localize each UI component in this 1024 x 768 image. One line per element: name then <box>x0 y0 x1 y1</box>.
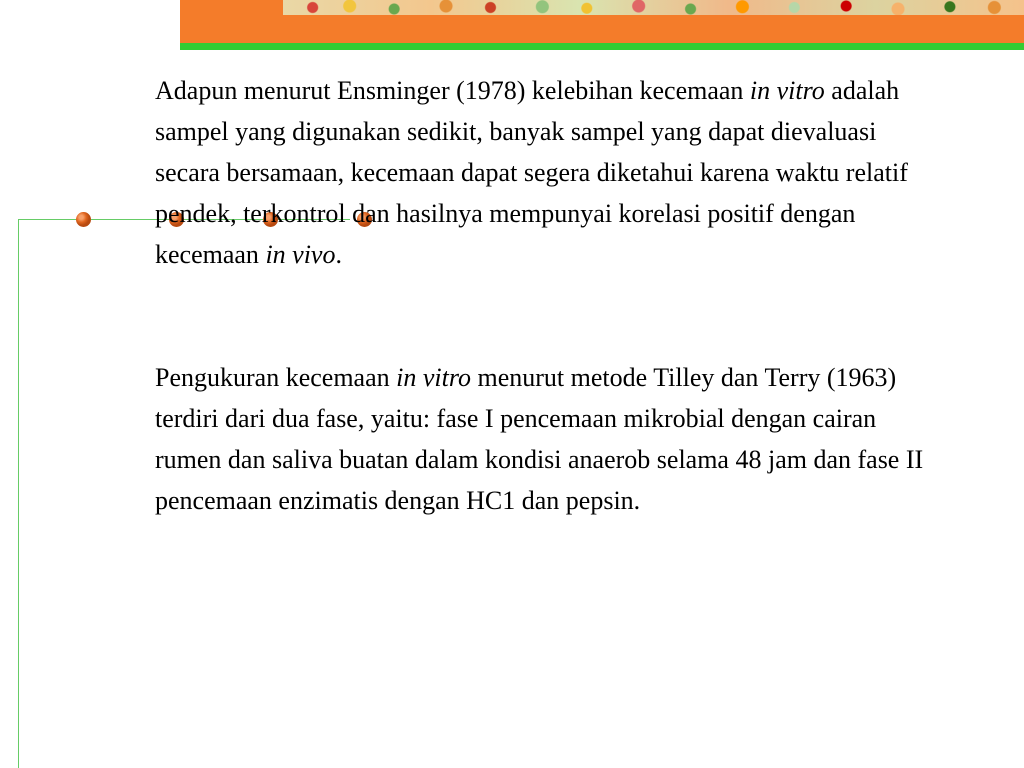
paragraph-1 <box>155 70 945 275</box>
para1-run-2-italic: in vitro <box>749 76 825 105</box>
para2-run-3: menurut metode Tilley dan Terry (1963) terdiri dari dua fase, yaitu: fase I pencemaan mikrobial dengan cairan rumen dan saliva buatan dalam kondisi anaerob selama 48 jam dan fase II pencemaan enzimatis dengan HC1 dan pepsin. <box>155 363 924 515</box>
para1-run-5: . <box>335 240 342 269</box>
slide-body <box>155 70 945 521</box>
bullet-dot-1 <box>76 212 91 227</box>
para1-run-3: adalah sampel yang digunakan sedikit, banyak sampel yang dapat dievaluasi secara bersamaan, kecemaan dapat segera diketahui karena waktu relatif pendek, terkontrol dan hasilnya mempunyai korelasi positif dengan kecemaan <box>155 76 908 269</box>
paragraph-2 <box>155 357 945 521</box>
header-banner-green-stripe <box>180 43 1024 50</box>
frame-line-vertical <box>18 219 19 768</box>
para1-run-4-italic: in vivo <box>265 240 336 269</box>
para2-run-2-italic: in vitro <box>396 363 471 392</box>
header-banner-photo <box>283 0 1024 15</box>
para2-run-1: Pengukuran kecemaan <box>155 363 397 392</box>
para1-run-1: Adapun menurut Ensminger (1978) kelebihan kecemaan <box>155 76 750 105</box>
